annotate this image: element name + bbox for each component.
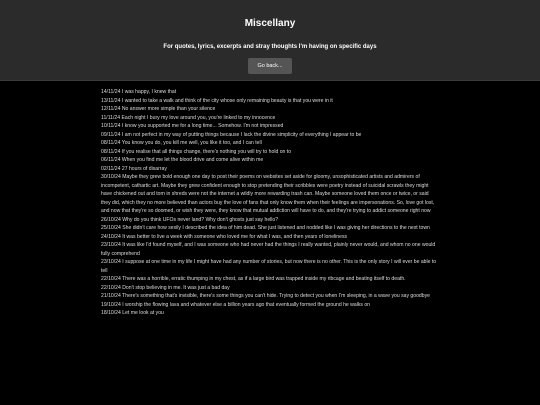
entry-item: 06/11/24 When you find me let the blood drive and come alive within me	[101, 157, 264, 163]
entry-item: 26/10/24 Why do you think UFOs never land? Why don't ghosts just say hello?	[101, 216, 279, 223]
entry-item: 21/10/24 There's something that's invisible, there's some things you can't hide. Trying to detect you when I'm sleeping, in a wave you say goodbye	[101, 293, 430, 299]
entry-item: 09/11/24 I am not perfect in my way of putting things because I lack the divine simplicity of everything I appear to be	[101, 131, 362, 138]
entry-item: 22/10/24 Don't stop believing in me. It was just a bad day	[101, 284, 230, 291]
entry-item: 12/11/24 No answer more simple than your silence	[101, 106, 216, 112]
entry-item: 13/11/24 I wanted to take a walk and think of the city whose only remaining beauty is that you were in it	[101, 97, 333, 104]
page-header	[0, 0, 540, 81]
entry-item: 23/10/24 It was like I'd found myself, and I was someone who had never had the things I really wanted, plainly never would, and whom no one would fully comprehend	[101, 242, 436, 257]
entry-item: 10/11/24 I know you supported me for a long time... Somehow. I'm not impressed	[101, 123, 284, 129]
entry-item: 14/11/24 I was happy, I knew that	[101, 89, 177, 95]
entry-item: 23/10/24 I suppose at one time in my life I might have had any number of stories, but now there is no other. This is the only story I will ever be able to tell	[101, 259, 437, 274]
page-title: Miscellany	[244, 18, 296, 29]
entry-item: 25/10/24 She didn't care how sexily I described the idea of him dead. She just listened and nodded like I was giving her directions to the next town	[101, 225, 430, 231]
entry-item: 08/11/24 If you realise that all things change, there's nothing you will try to hold on to	[101, 148, 292, 155]
entry-item: 02/11/24 27 hours of disarray	[101, 165, 167, 172]
entry-item: 19/10/24 I worship the flowing lava and whatever else a billion years ago that eventually formed the ground he walks on	[101, 301, 371, 308]
page-subtitle: For quotes, lyrics, excerpts and stray thoughts I'm having on specific days	[163, 44, 377, 50]
go-back-button[interactable]: Go back...	[248, 58, 292, 74]
entry-item: 18/10/24 Let me look at you	[101, 310, 164, 316]
entry-item: 11/11/24 Each night I bury my love around you, you're linked to my innocence	[101, 114, 276, 121]
entry-item: 30/10/24 Maybe they grew bold enough one day to post their poems on websites set aside for gloomy, unsophisticated artists and admirers of incompetent, cathartic art. Maybe they grew confident enough to stop pretending their scribbles were poetry instead of suicidal scrawls they might have chickened out and torn in shreds were not the internet a wildly more rewarding trash can. Maybe someone loved them once or twice, or said they did, which they no more believed than actors buy the love of fans that only know them when their feelings are impersonations. So, love got lost, and now that they're so doomed, or wish they were, they know that mutual addiction will have to do, and they're trying to addict someone right now	[101, 174, 435, 214]
entry-item: 08/11/24 You know you do, you kill me well, you like it too, and I can tell	[101, 140, 262, 146]
entry-item: 22/10/24 There was a horrible, erratic thumping in my chest, as if a large bird was trapped inside my ribcage and beating itself to death.	[101, 276, 406, 282]
entries-list	[101, 88, 439, 318]
entry-item: 24/10/24 It was better to live a week with someone who loved me for what I was, and then years of loneliness	[101, 233, 348, 240]
